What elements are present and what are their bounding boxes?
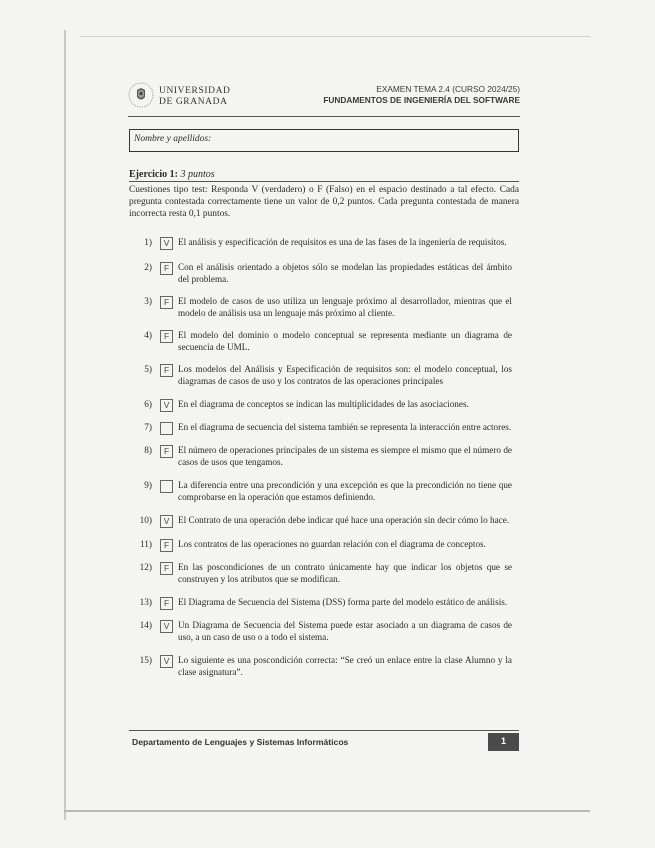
answer-box[interactable]: V bbox=[160, 399, 173, 412]
university-name-line2: DE GRANADA bbox=[159, 97, 228, 107]
question-text: El modelo del dominio o modelo conceptual se representa mediante un diagrama de secuencia de UML. bbox=[178, 330, 512, 352]
question-number: 10) bbox=[139, 516, 152, 526]
name-field-label: Nombre y apellidos: bbox=[134, 134, 212, 144]
answer-box[interactable]: F bbox=[160, 562, 173, 575]
exam-info bbox=[323, 84, 520, 106]
question-number: 7) bbox=[144, 423, 152, 433]
subject-title: FUNDAMENTOS DE INGENIERÍA DEL SOFTWARE bbox=[323, 95, 520, 105]
question-text: En el diagrama de conceptos se indican las multiplicidades de las asociaciones. bbox=[178, 399, 469, 409]
question-text: El análisis y especificación de requisitos es una de las fases de la ingeniería de requisitos. bbox=[178, 237, 507, 247]
question-number: 4) bbox=[144, 331, 152, 341]
exercise-divider bbox=[129, 181, 519, 182]
question-text: El Contrato de una operación debe indicar qué hace una operación sin decir cómo lo hace. bbox=[178, 515, 510, 525]
answer-box[interactable]: V bbox=[160, 237, 173, 250]
question-number: 9) bbox=[144, 481, 152, 491]
header-divider bbox=[128, 116, 520, 117]
question-number: 14) bbox=[139, 621, 152, 631]
question-number: 15) bbox=[139, 656, 152, 666]
exercise-title bbox=[129, 169, 215, 180]
page-number-box bbox=[488, 733, 519, 751]
question-text: La diferencia entre una precondición y una excepción es que la precondición no tiene que comprobarse en la operación que estamos definiendo. bbox=[178, 480, 512, 502]
university-seal-icon bbox=[128, 82, 154, 108]
question-number: 2) bbox=[144, 263, 152, 273]
page-number: 1 bbox=[500, 736, 506, 746]
exercise-instructions: Cuestiones tipo test: Responda V (verdadero) o F (Falso) en el espacio destinado a tal efecto. Cada pregunta contestada correctamente tiene un valor de 0,2 puntos. Cada pregunta contestada de manera incorrecta resta 0,1 puntos. bbox=[129, 185, 519, 219]
answer-box[interactable]: F bbox=[160, 262, 173, 275]
answer-box[interactable]: F bbox=[160, 539, 173, 552]
answer-box[interactable]: F bbox=[160, 296, 173, 309]
question-number: 11) bbox=[139, 540, 152, 550]
question-number: 6) bbox=[144, 400, 152, 410]
exam-title: EXAMEN TEMA 2.4 (CURSO 2024/25) bbox=[376, 84, 520, 94]
question-text: En el diagrama de secuencia del sistema también se representa la interacción entre actores. bbox=[178, 422, 512, 432]
answer-box[interactable]: F bbox=[160, 597, 173, 610]
answer-box[interactable] bbox=[160, 422, 173, 435]
department-name: Departamento de Lenguajes y Sistemas Informáticos bbox=[132, 737, 349, 747]
answer-box[interactable]: F bbox=[160, 330, 173, 343]
question-text: Lo siguiente es una poscondición correcta: “Se creó un enlace entre la clase Alumno y la clase asignatura”. bbox=[178, 655, 512, 677]
question-text: El modelo de casos de uso utiliza un lenguaje próximo al desarrollador, mientras que el modelo de análisis usa un lenguaje más próximo al cliente. bbox=[178, 296, 512, 318]
university-name-line1: UNIVERSIDAD bbox=[159, 86, 231, 96]
question-text: El número de operaciones principales de un sistema es siempre el mismo que el número de casos de usos que tengamos. bbox=[178, 445, 512, 467]
answer-box[interactable]: V bbox=[160, 515, 173, 528]
answer-box[interactable]: V bbox=[160, 655, 173, 668]
answer-box[interactable]: F bbox=[160, 364, 173, 377]
answer-box[interactable] bbox=[160, 480, 173, 493]
page-header bbox=[128, 80, 520, 110]
name-field[interactable] bbox=[129, 129, 519, 152]
scan-edge-top bbox=[80, 36, 590, 37]
question-number: 5) bbox=[144, 365, 152, 375]
question-number: 8) bbox=[144, 446, 152, 456]
question-text: En las poscondiciones de un contrato únicamente hay que indicar los objetos que se construyen y los atributos que se modifican. bbox=[178, 562, 512, 584]
answer-box[interactable]: F bbox=[160, 445, 173, 458]
footer-divider bbox=[129, 730, 519, 731]
question-number: 1) bbox=[144, 238, 152, 248]
scan-edge-bottom bbox=[64, 810, 590, 812]
question-text: Con el análisis orientado a objetos sólo se modelan las propiedades estáticas del ámbito del problema. bbox=[178, 262, 512, 284]
question-text: Un Diagrama de Secuencia del Sistema puede estar asociado a un diagrama de casos de uso, a un caso de uso o a todo el sistema. bbox=[178, 620, 512, 642]
question-number: 3) bbox=[144, 297, 152, 307]
university-name bbox=[159, 86, 231, 108]
question-text: El Diagrama de Secuencia del Sistema (DSS) forma parte del modelo estático de análisis. bbox=[178, 597, 508, 607]
question-text: Los modelos del Análisis y Especificación de requisitos son: el modelo conceptual, los diagramas de casos de uso y los contratos de las operaciones principales bbox=[178, 364, 512, 386]
exercise-points: 3 puntos bbox=[180, 169, 215, 180]
question-number: 12) bbox=[139, 563, 152, 573]
exercise-number: Ejercicio 1: bbox=[129, 169, 178, 180]
scan-edge-left bbox=[64, 30, 66, 820]
question-number: 13) bbox=[139, 598, 152, 608]
question-text: Los contratos de las operaciones no guardan relación con el diagrama de conceptos. bbox=[178, 539, 486, 549]
answer-box[interactable]: V bbox=[160, 620, 173, 633]
